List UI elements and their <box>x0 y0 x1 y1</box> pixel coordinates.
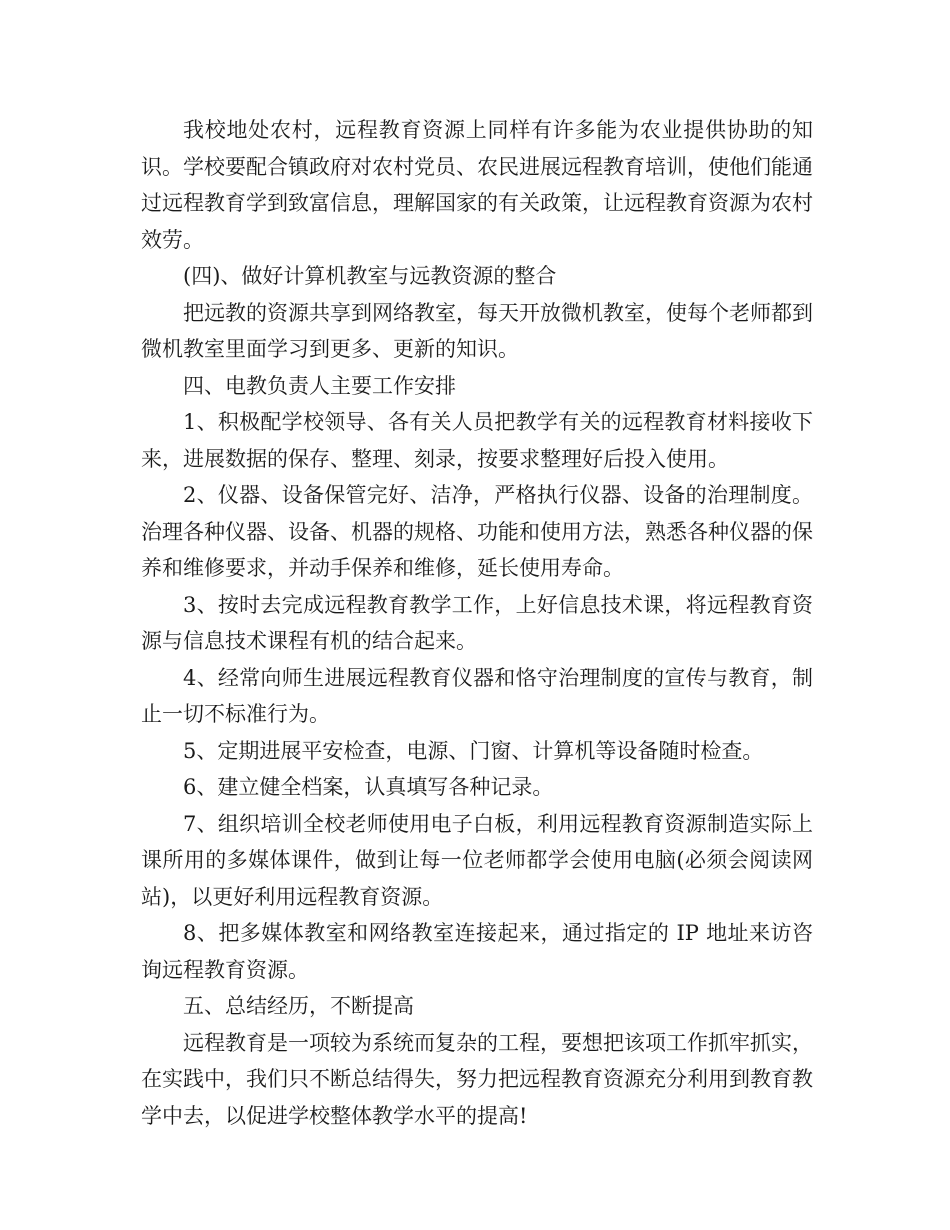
paragraph-resource-sharing: 把远教的资源共享到网络教室，每天开放微机教室，使每个老师都到微机教室里面学习到更多、更新的知识。 <box>141 300 813 361</box>
list-item-5: 5、定期进展平安检查，电源、门窗、计算机等设备随时检查。 <box>183 738 764 763</box>
paragraph-conclusion: 远程教育是一项较为系统而复杂的工程，要想把该项工作抓牢抓实，在实践中，我们只不断总结得失，努力把远程教育资源充分利用到教育教学中去，以促进学校整体教学水平的提高! <box>141 1030 813 1128</box>
section-heading-computer-room: (四)、做好计算机教室与远教资源的整合 <box>183 264 557 288</box>
paragraph-rural-resources: 我校地处农村，远程教育资源上同样有许多能为农业提供协助的知识。学校要配合镇政府对农村党员、农民进展远程教育培训，使他们能通过远程教育学到致富信息，理解国家的有关政策，让远程教育资源为农村效劳。 <box>141 118 813 252</box>
list-item-8: 8、把多媒体教室和网络教室连接起来，通过指定的 IP 地址来访咨询远程教育资源。 <box>141 921 813 982</box>
list-item-7: 7、组织培训全校老师使用电子白板，利用远程教育资源制造实际上课所用的多媒体课件，做到让每一位老师都学会使用电脑(必须会阅读网站)，以更好利用远程教育资源。 <box>141 811 813 909</box>
document-body <box>141 112 813 1134</box>
section-heading-summary: 五、总结经历，不断提高 <box>183 994 414 1018</box>
list-item-1: 1、积极配学校领导、各有关人员把教学有关的远程教育材料接收下来，进展数据的保存、整理、刻录，按要求整理好后投入使用。 <box>141 410 813 471</box>
list-item-4: 4、经常向师生进展远程教育仪器和恪守治理制度的宣传与教育，制止一切不标准行为。 <box>141 665 813 726</box>
list-item-3: 3、按时去完成远程教育教学工作，上好信息技术课，将远程教育资源与信息技术课程有机的结合起来。 <box>141 592 813 653</box>
list-item-6: 6、建立健全档案，认真填写各种记录。 <box>183 775 554 799</box>
section-heading-work-arrangement: 四、电教负责人主要工作安排 <box>183 373 456 398</box>
list-item-2: 2、仪器、设备保管完好、洁净，严格执行仪器、设备的治理制度。治理各种仪器、设备、机器的规格、功能和使用方法，熟悉各种仪器的保养和维修要求，并动手保养和维修，延长使用寿命。 <box>141 483 813 580</box>
